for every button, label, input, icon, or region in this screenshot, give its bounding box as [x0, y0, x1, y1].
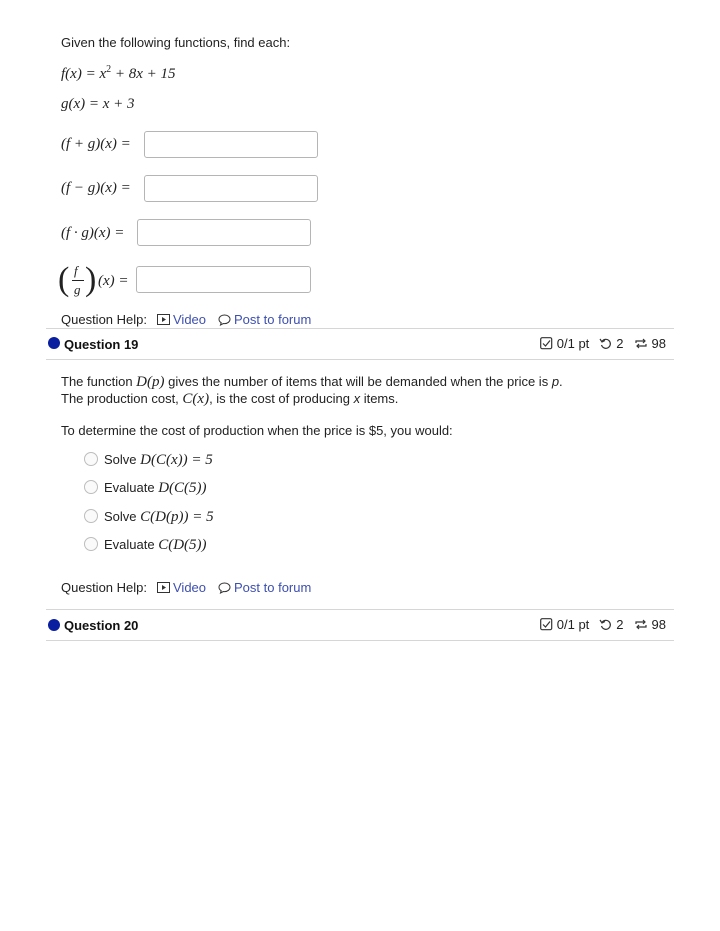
fraction-bar	[72, 280, 84, 281]
quot-answer-input[interactable]	[136, 266, 311, 293]
q19-retries: 2	[616, 336, 624, 351]
q19-video-label: Video	[173, 580, 207, 595]
q19-attempts: 98	[651, 336, 666, 351]
g-definition: g(x) = x + 3	[61, 96, 135, 112]
q18-prompt: Given the following functions, find each:	[61, 35, 291, 50]
right-paren: )	[85, 261, 97, 298]
divider	[46, 640, 674, 641]
q19-line2-pre: The production cost,	[61, 391, 183, 406]
option-1-verb: Solve	[104, 452, 137, 467]
q20-retries: 2	[616, 617, 624, 632]
option-2-verb: Evaluate	[104, 480, 155, 495]
q18-forum-link[interactable]	[218, 312, 311, 327]
question-19-indicator	[48, 337, 60, 349]
option-2-radio[interactable]	[84, 480, 98, 494]
q20-attempts: 98	[651, 617, 666, 632]
option-4-label[interactable]	[104, 537, 207, 554]
option-3-radio[interactable]	[84, 509, 98, 523]
option-2-label[interactable]	[104, 480, 207, 497]
sum-answer-input[interactable]	[144, 131, 318, 158]
q19-help-label: Question Help:	[61, 580, 147, 595]
q19-forum-label: Post to forum	[234, 580, 312, 595]
speech-bubble-icon	[218, 582, 231, 594]
video-play-icon	[157, 582, 170, 593]
option-3-verb: Solve	[104, 509, 137, 524]
q19-line1-end: .	[559, 374, 563, 389]
q19-line1-post: gives the number of items that will be demanded when the price is	[164, 374, 552, 389]
q19-line2-mid: , is the cost of producing	[209, 391, 354, 406]
q19-line1-math: D(p)	[136, 374, 165, 390]
option-4-math: C(D(5))	[158, 537, 207, 553]
q19-video-link[interactable]	[157, 580, 206, 595]
q19-forum-link[interactable]	[218, 580, 311, 595]
undo-icon	[599, 618, 612, 631]
question-20-title[interactable]: Question 20	[64, 618, 139, 633]
q20-score: 0/1 pt	[556, 617, 590, 632]
prod-label: (f · g)(x) =	[61, 225, 125, 241]
option-2-math: D(C(5))	[158, 480, 207, 496]
divider	[46, 609, 674, 610]
f-lhs: f(x) = x	[61, 66, 107, 82]
q19-line2-end: items.	[360, 391, 399, 406]
option-3-math: C(D(p)) = 5	[140, 509, 214, 525]
repeat-icon	[634, 337, 648, 350]
q19-line2-math: C(x)	[182, 391, 210, 407]
option-4-verb: Evaluate	[104, 537, 155, 552]
q18-help-row	[61, 312, 311, 327]
option-1-radio[interactable]	[84, 452, 98, 466]
q18-help-label: Question Help:	[61, 312, 147, 327]
quot-suffix: (x) =	[98, 273, 129, 289]
undo-icon	[599, 337, 612, 350]
divider	[46, 328, 674, 329]
video-play-icon	[157, 314, 170, 325]
speech-bubble-icon	[218, 314, 231, 326]
quot-label	[58, 262, 138, 302]
prod-answer-input[interactable]	[137, 219, 311, 246]
left-paren: (	[58, 261, 70, 298]
q19-line2	[61, 391, 398, 408]
diff-answer-input[interactable]	[144, 175, 318, 202]
question-19-meta	[540, 336, 666, 351]
quot-numerator: f	[74, 263, 78, 278]
quot-denominator: g	[74, 282, 81, 297]
f-exponent: 2	[106, 64, 112, 75]
question-19-title[interactable]: Question 19	[64, 337, 139, 352]
q19-help-row	[61, 580, 311, 595]
q19-line1-pre: The function	[61, 374, 137, 389]
option-1-label[interactable]	[104, 452, 213, 469]
q19-line1	[61, 374, 563, 391]
question-20-indicator	[48, 619, 60, 631]
q19-question: To determine the cost of production when the price is $5, you would:	[61, 423, 453, 438]
q19-score: 0/1 pt	[556, 336, 590, 351]
q19-line1-var: p	[551, 374, 560, 389]
repeat-icon	[634, 618, 648, 631]
option-1-math: D(C(x)) = 5	[140, 452, 213, 468]
question-20-meta	[540, 617, 666, 632]
q19-line2-var: x	[353, 391, 361, 406]
q18-video-label: Video	[173, 312, 207, 327]
checkbox-icon	[540, 618, 553, 631]
q18-forum-label: Post to forum	[234, 312, 312, 327]
option-3-label[interactable]	[104, 509, 214, 526]
q18-video-link[interactable]	[157, 312, 206, 327]
f-definition	[61, 64, 176, 83]
checkbox-icon	[540, 337, 553, 350]
diff-label: (f − g)(x) =	[61, 180, 131, 196]
option-4-radio[interactable]	[84, 537, 98, 551]
f-rhs: + 8x + 15	[111, 66, 176, 82]
divider	[46, 359, 674, 360]
sum-label: (f + g)(x) =	[61, 136, 131, 152]
